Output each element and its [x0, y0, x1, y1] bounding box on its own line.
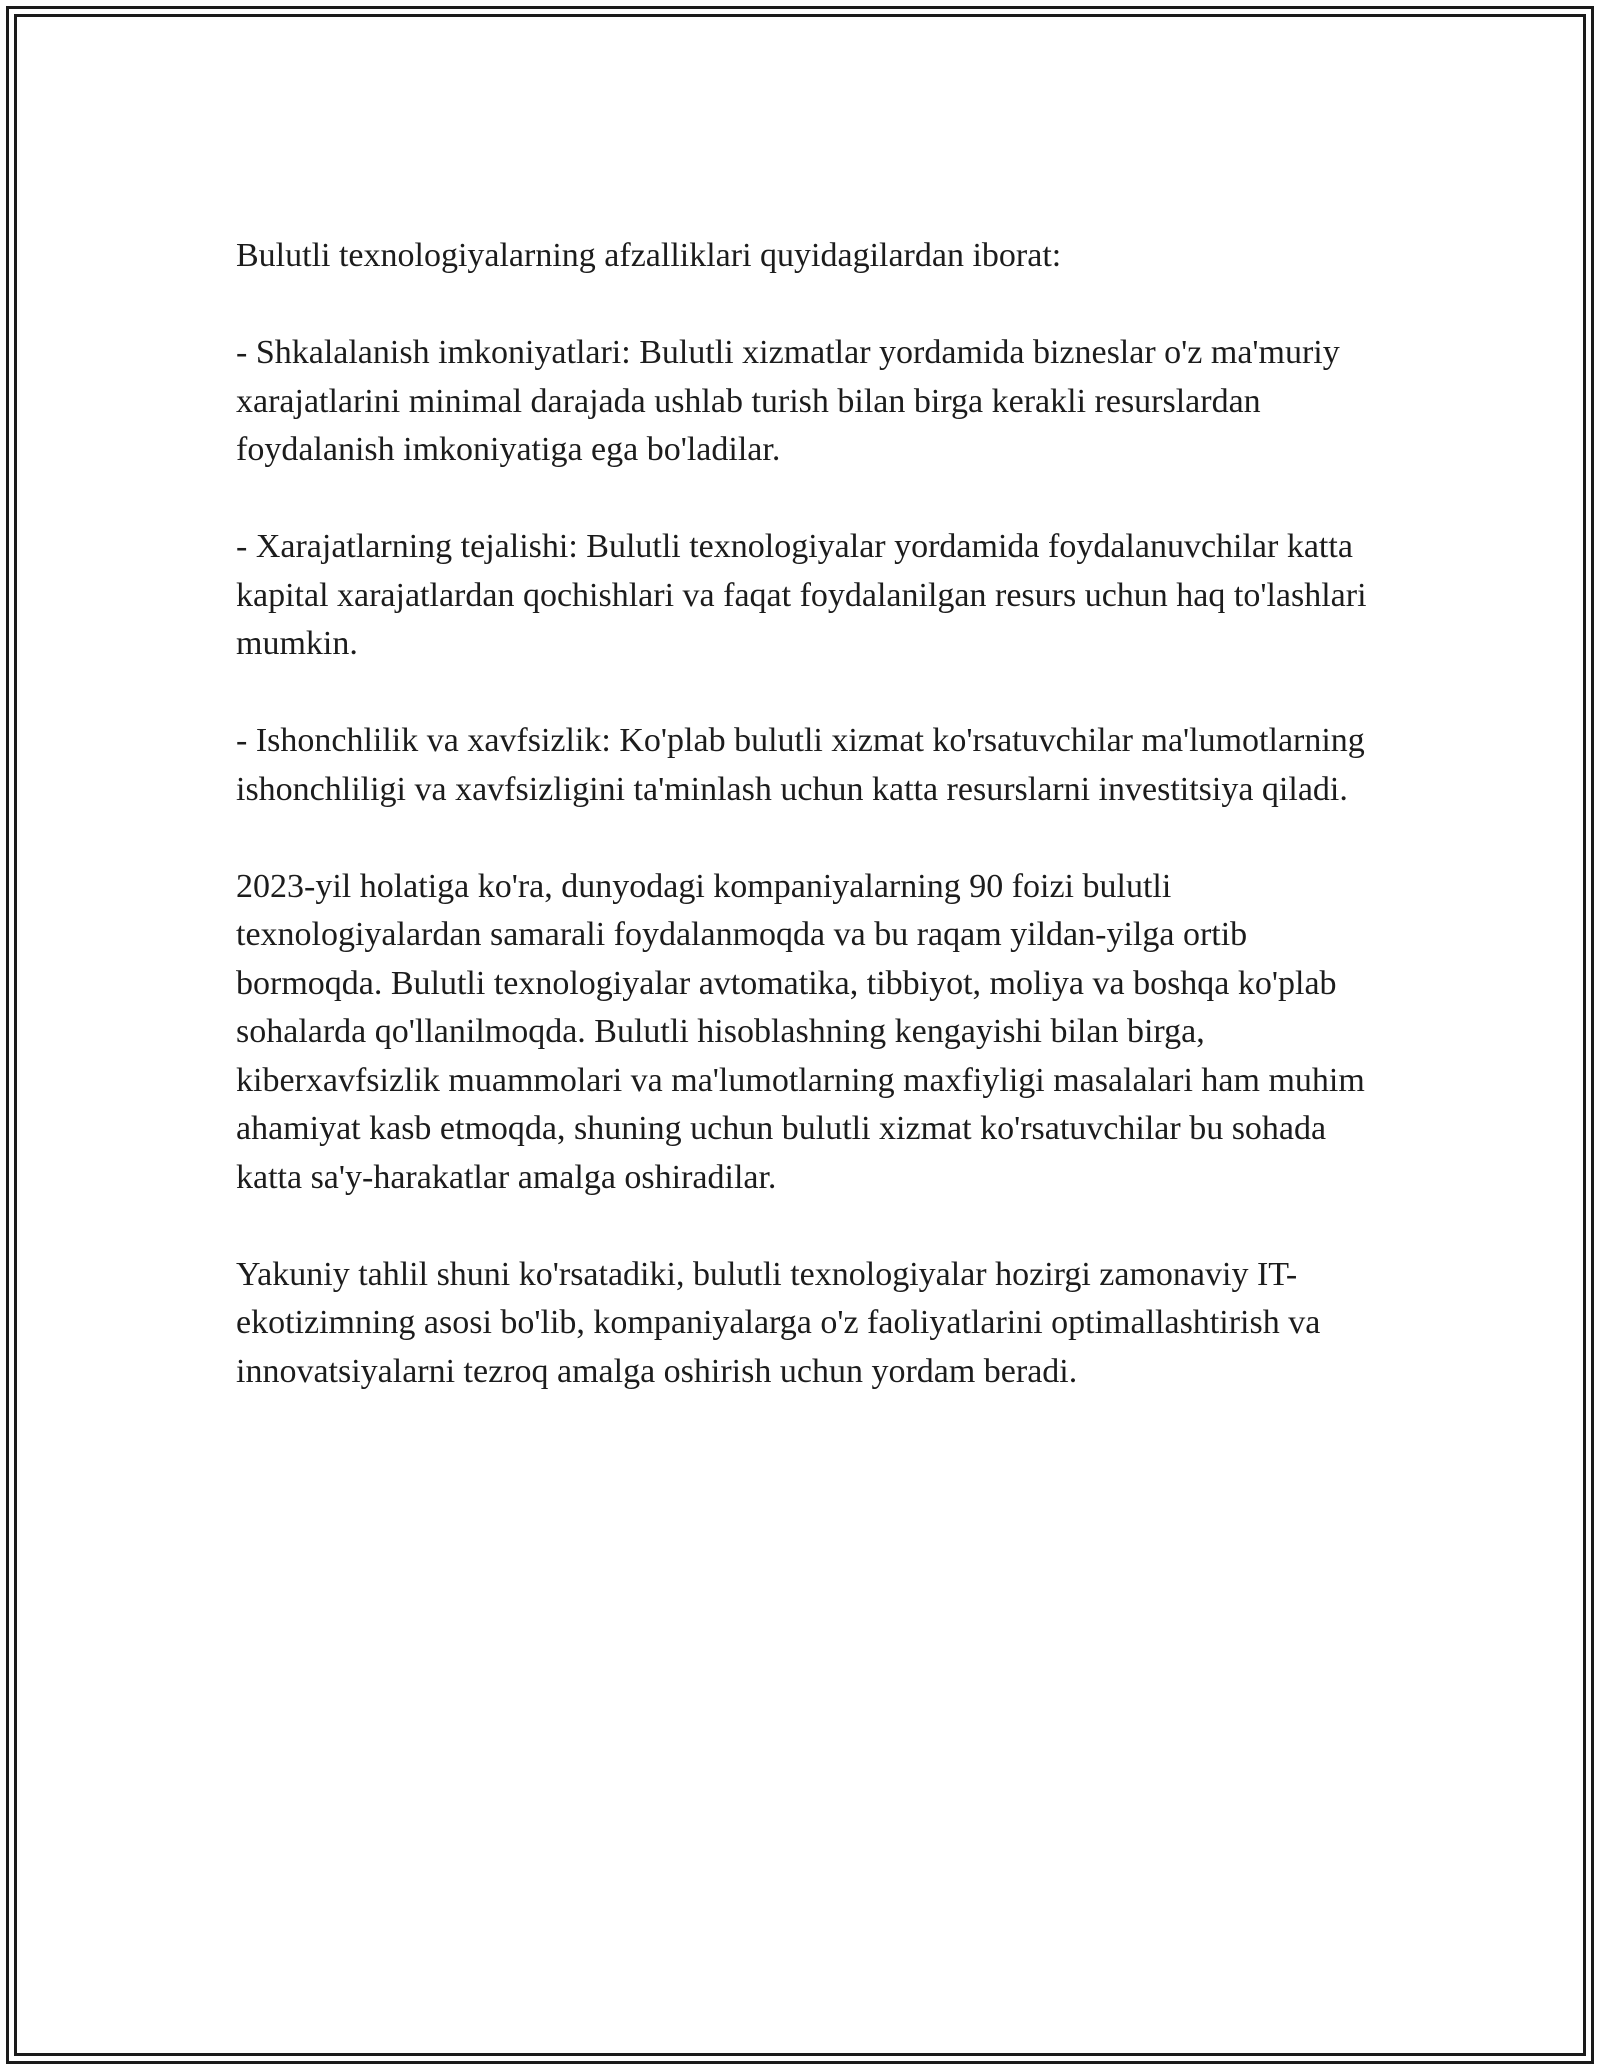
conclusion-paragraph: Yakuniy tahlil shuni ko'rsatadiki, bulutli texnologiyalar hozirgi zamonaviy IT-ekotizimning asosi bo'lib, kompaniyalarga o'z faoliyatlarini optimallashtirish va innovatsiyalarni tezroq amalga oshirish uchun yordam beradi. [236, 1255, 1321, 1390]
bullet-scalability: - Shkalalanish imkoniyatlari: Bulutli xizmatlar yordamida bizneslar o'z ma'muriy xarajatlarini minimal darajada ushlab turish bilan birga kerakli resurslardan foydalanish imkoniyatiga ega bo'ladilar. [236, 334, 1340, 468]
intro-paragraph: Bulutli texnologiyalarning afzalliklari quyidagilardan iborat: [236, 237, 1062, 274]
bullet-cost-savings: - Xarajatlarning tejalishi: Bulutli texnologiyalar yordamida foydalanuvchilar katta kapital xarajatlardan qochishlari va faqat foydalanilgan resurs uchun haq to'lashlari mumkin. [236, 528, 1367, 662]
bullet-reliability-security: - Ishonchlilik va xavfsizlik: Ko'plab bulutli xizmat ko'rsatuvchilar ma'lumotlarning ishonchliligi va xavfsizligini ta'minlash uchun katta resurslarni investitsiya qiladi. [236, 722, 1365, 808]
stats-paragraph: 2023-yil holatiga ko'ra, dunyodagi kompaniyalarning 90 foizi bulutli texnologiyalardan samarali foydalanmoqda va bu raqam yildan-yilga ortib bormoqda. Bulutli texnologiyalar avtomatika, tibbiyot, moliya va boshqa ko'plab sohalarda qo'llanilmoqda. Bulutli hisoblashning kengayishi bilan birga, kiberxavfsizlik muammolari va ma'lumotlarning maxfiyligi masalalari ham muhim ahamiyat kasb etmoqda, shuning uchun bulutli xizmat ko'rsatuvchilar bu sohada katta sa'y-harakatlar amalga oshiradilar. [236, 867, 1365, 1196]
document-body [236, 232, 1376, 1445]
